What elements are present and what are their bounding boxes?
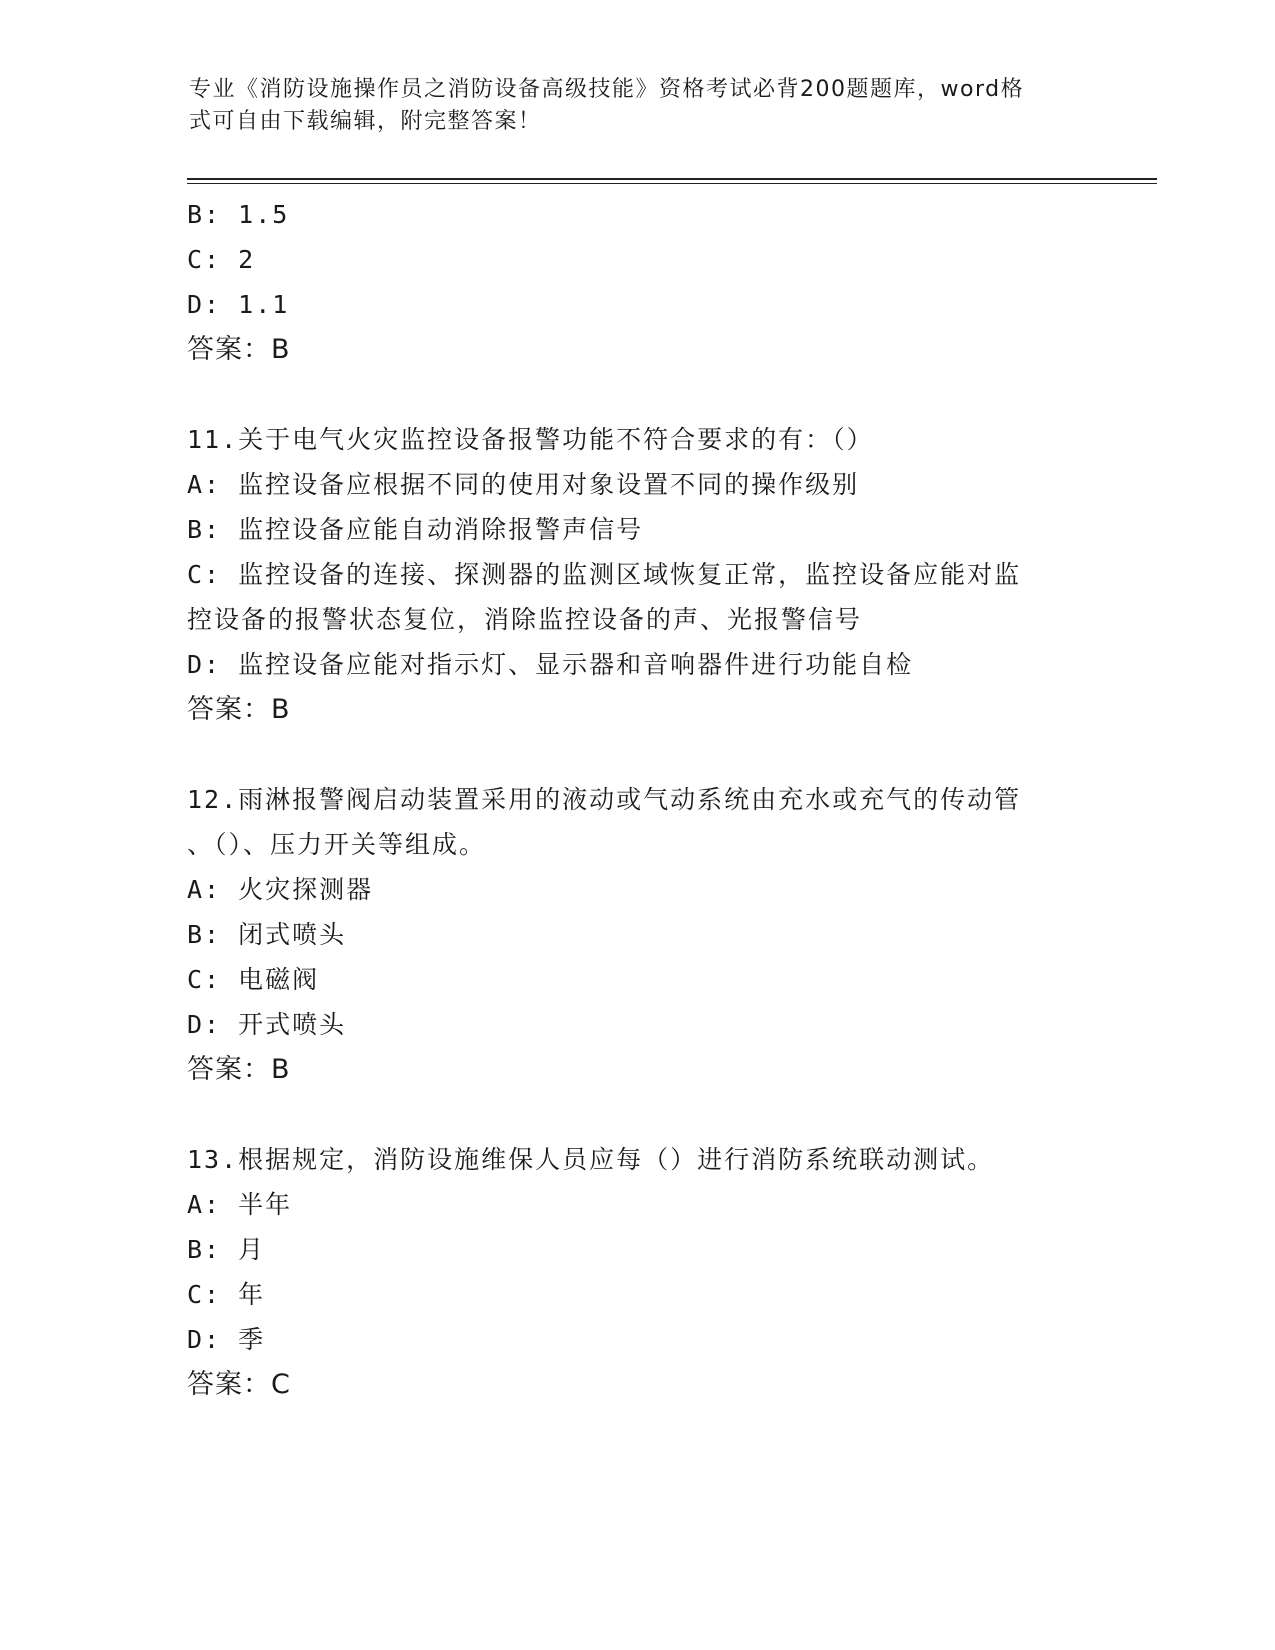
option-a: A: 监控设备应根据不同的使用对象设置不同的操作级别 (187, 470, 860, 499)
option-b: B: 监控设备应能自动消除报警声信号 (187, 515, 644, 544)
question-12 (187, 777, 1087, 1092)
question-stem: 13.根据规定，消防设施维保人员应每（）进行消防系统联动测试。 (187, 1145, 995, 1174)
question-13 (187, 1137, 1087, 1407)
option-d: D: 监控设备应能对指示灯、显示器和音响器件进行功能自检 (187, 650, 914, 679)
header-line-2: 式可自由下载编辑，附完整答案！ (189, 109, 542, 134)
option-b: B: 1.5 (187, 200, 290, 229)
option-b: B: 闭式喷头 (187, 920, 347, 949)
question-content (187, 192, 1087, 1407)
option-c: C: 年 (187, 1280, 266, 1309)
header-divider-thin (187, 183, 1157, 184)
spacer (187, 732, 1087, 777)
spacer (187, 372, 1087, 417)
option-c-continued: 控设备的报警状态复位，消除监控设备的声、光报警信号 (187, 605, 863, 634)
prev-question-block (187, 192, 1087, 372)
option-c: C: 监控设备的连接、探测器的监测区域恢复正常，监控设备应能对监 (187, 560, 1022, 589)
answer-line: 答案：B (187, 334, 291, 365)
option-a: A: 火灾探测器 (187, 875, 374, 904)
header-divider-thick (187, 178, 1157, 180)
option-c: C: 2 (187, 245, 256, 274)
question-stem-continued: 、（）、压力开关等组成。 (187, 830, 487, 859)
option-d: D: 1.1 (187, 290, 290, 319)
option-b: B: 月 (187, 1235, 266, 1264)
spacer (187, 1092, 1087, 1137)
answer-line: 答案：C (187, 1369, 291, 1400)
option-c: C: 电磁阀 (187, 965, 320, 994)
option-a: A: 半年 (187, 1190, 293, 1219)
option-d: D: 季 (187, 1325, 266, 1354)
document-header (189, 74, 1069, 138)
option-d: D: 开式喷头 (187, 1010, 347, 1039)
question-stem: 12.雨淋报警阀启动装置采用的液动或气动系统由充水或充气的传动管 (187, 785, 1022, 814)
answer-line: 答案：B (187, 1054, 291, 1085)
question-stem: 11.关于电气火灾监控设备报警功能不符合要求的有：（） (187, 425, 874, 454)
answer-line: 答案：B (187, 694, 291, 725)
header-line-1: 专业《消防设施操作员之消防设备高级技能》资格考试必背200题题库，word格 (189, 77, 1025, 102)
question-11 (187, 417, 1087, 732)
